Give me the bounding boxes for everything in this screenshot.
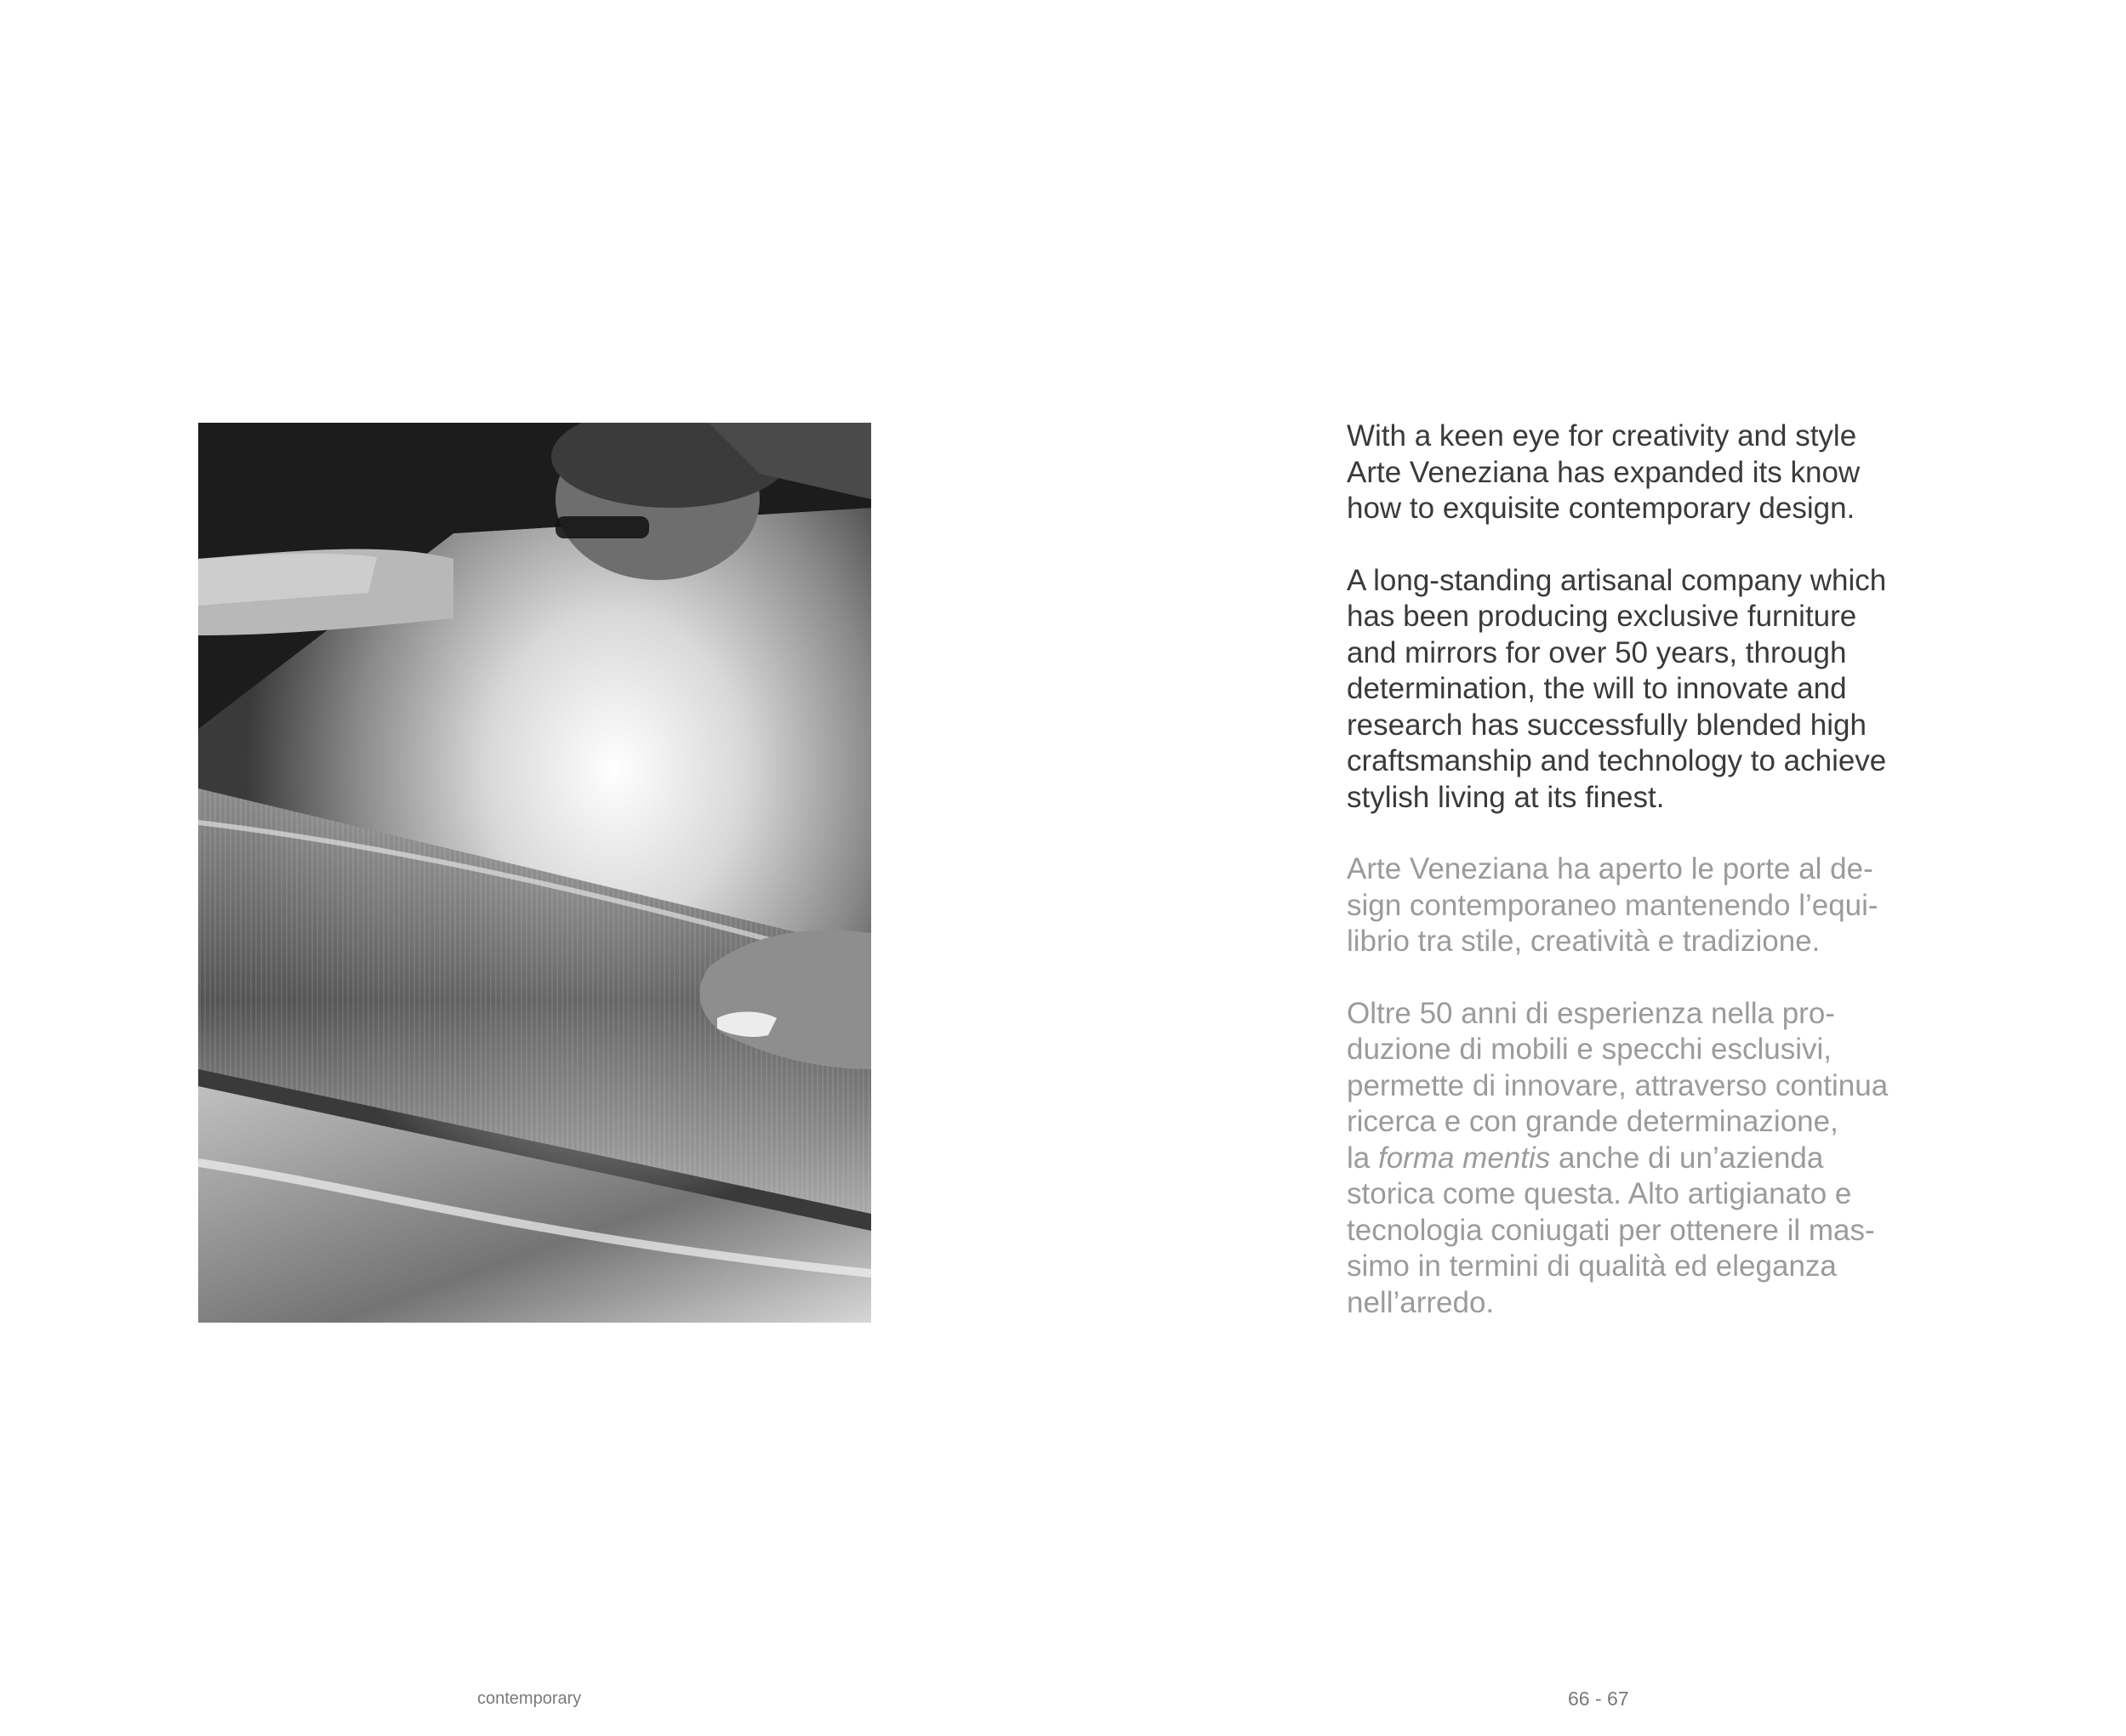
- forma-mentis-italic: forma mentis: [1377, 1141, 1551, 1175]
- italian-company-text-before: Oltre 50 anni di esperienza nella pro- duzione di mobili e specchi esclusivi, permette di innovare, attraverso continua ricerca e con grande determinazione, la: [1347, 996, 1889, 1175]
- footer-section-label: contemporary: [477, 1689, 582, 1708]
- artisan-working-mirror-image: [198, 423, 871, 1323]
- italian-intro-paragraph: Arte Veneziana ha aperto le porte al de- sign contemporaneo mantenendo l’equi- librio tra stile, creatività e tradizione.: [1347, 852, 1878, 958]
- text-column: [1347, 418, 1891, 1357]
- footer-page-numbers: 66 - 67: [1568, 1688, 1629, 1710]
- italian-company-text-after: anche di un’azienda storica come questa. Alto artigianato e tecnologia coniugati per ottenere il mas- simo in termini di qualità ed eleganza nell’arredo.: [1347, 1141, 1875, 1319]
- artisan-photo: [198, 423, 871, 1323]
- italian-company-paragraph: [1347, 996, 1891, 1322]
- english-intro-paragraph: With a keen eye for creativity and style Arte Veneziana has expanded its know how to exquisite contemporary design.: [1347, 419, 1861, 525]
- english-company-paragraph: A long-standing artisanal company which has been producing exclusive furniture and mirrors for over 50 years, through determination, the will to innovate and research has successfully blended high craftsmanship and technology to achieve stylish living at its finest.: [1347, 563, 1887, 814]
